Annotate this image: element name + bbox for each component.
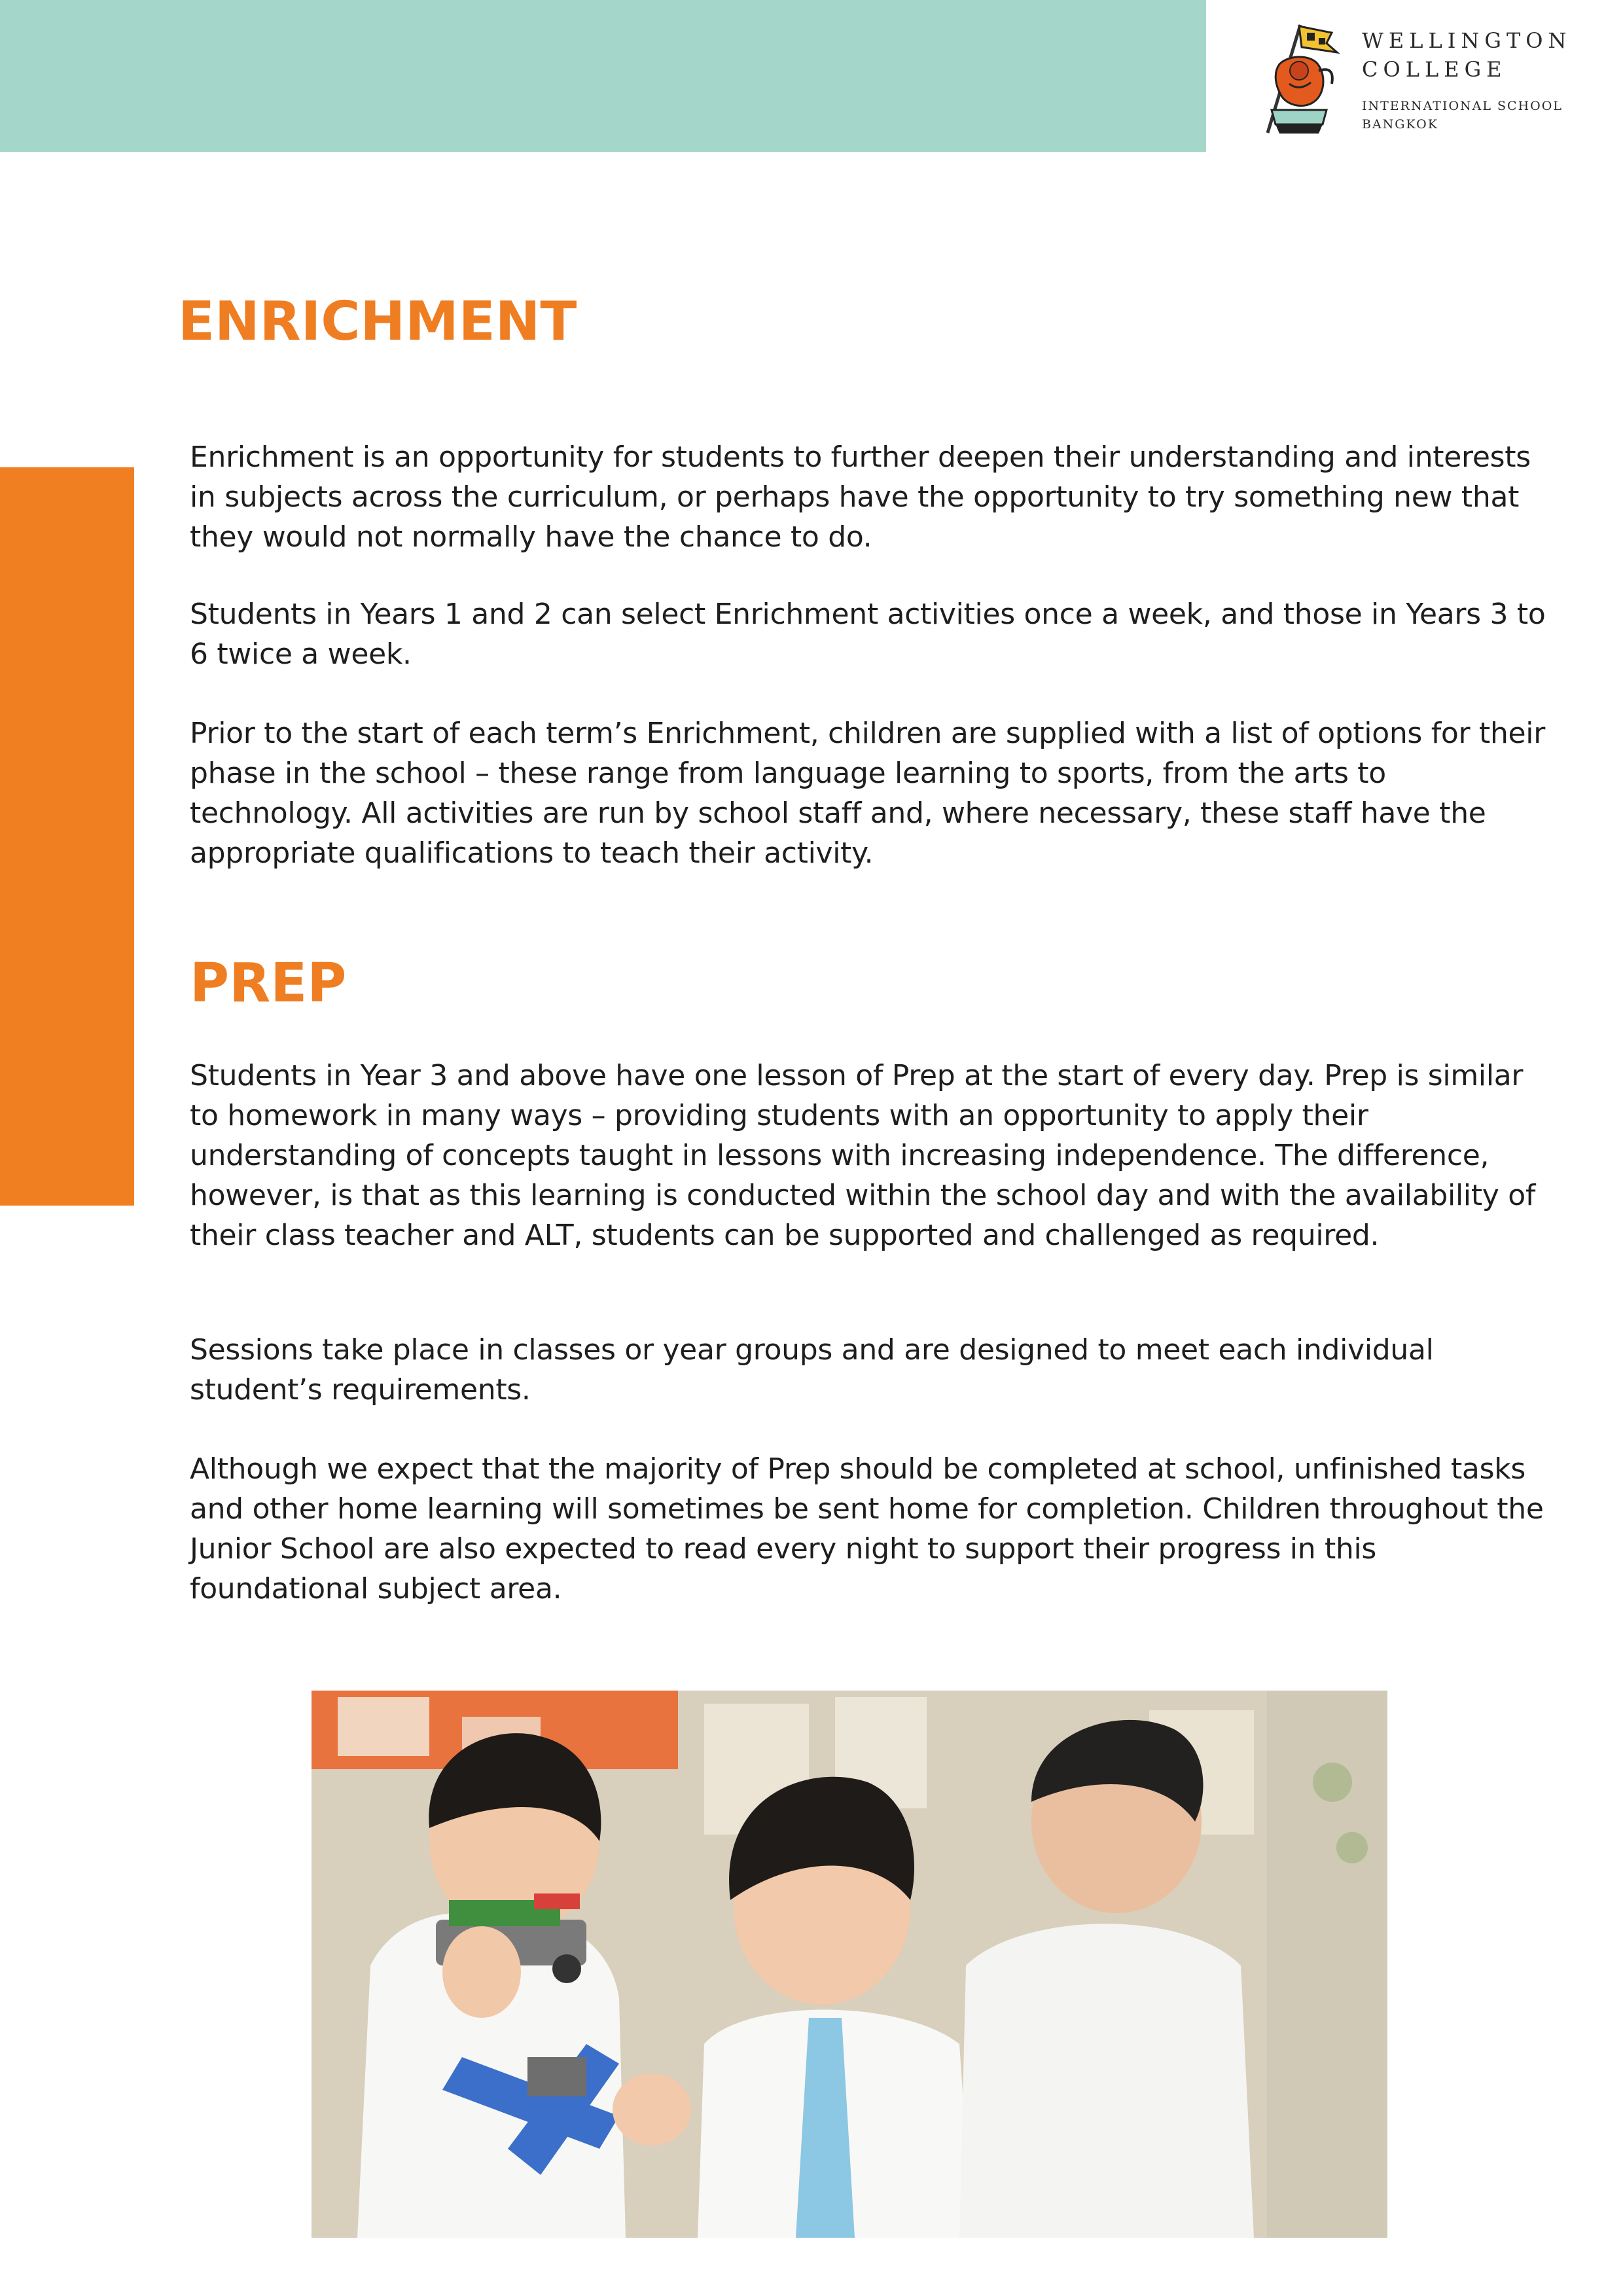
prep-paragraph-2: Sessions take place in classes or year groups and are designed to meet each individual student’s requirements. bbox=[190, 1333, 1434, 1407]
students-photo bbox=[312, 1691, 1387, 2238]
enrichment-paragraph-3: Prior to the start of each term’s Enrichment, children are supplied with a list of options for their phase in the school – these range from language learning to sports, from the arts to technology. All activities are run by school staff and, where necessary, these staff have the appropriate qualifications to teach their activity. bbox=[190, 717, 1546, 870]
children-building-lego-photo bbox=[312, 1691, 1387, 2238]
prep-heading: PREP bbox=[190, 952, 347, 1014]
enrichment-paragraph-2: Students in Years 1 and 2 can select Enrichment activities once a week, and those in Years 3 to 6 twice a week. bbox=[190, 598, 1546, 671]
logo-line-bangkok: BANGKOK bbox=[1362, 117, 1438, 132]
enrichment-heading: ENRICHMENT bbox=[178, 291, 577, 353]
prep-paragraph-1: Students in Year 3 and above have one lesson of Prep at the start of every day. Prep is similar to homework in many ways – providing students with an opportunity to apply their understanding of concepts taught in lessons with increasing independence. The difference, however, is that as this learning is conducted within the school day and with the availability of their class teacher and ALT, students can be supported and challenged as required. bbox=[190, 1059, 1536, 1252]
logo-line-wellington: WELLINGTON bbox=[1362, 28, 1572, 53]
logo-line-international-school: INTERNATIONAL SCHOOL bbox=[1362, 99, 1563, 113]
prep-paragraph-3: Although we expect that the majority of Prep should be completed at school, unfinished tasks and other home learning will sometimes be sent home for completion. Children throughout the Junior School are also expected to read every night to support their progress in this foundational subject area. bbox=[190, 1452, 1544, 1605]
enrichment-paragraph-1: Enrichment is an opportunity for students to further deepen their understanding and interests in subjects across the curriculum, or perhaps have the opportunity to try something new that they would not normally have the chance to do. bbox=[190, 440, 1531, 554]
accent-side-bar bbox=[0, 467, 134, 1206]
logo-wordmark bbox=[1362, 26, 1572, 134]
header-band bbox=[0, 0, 1206, 152]
school-logo[interactable] bbox=[1253, 18, 1594, 139]
logo-line-college: COLLEGE bbox=[1362, 57, 1507, 82]
lion-crest-icon bbox=[1253, 18, 1345, 139]
